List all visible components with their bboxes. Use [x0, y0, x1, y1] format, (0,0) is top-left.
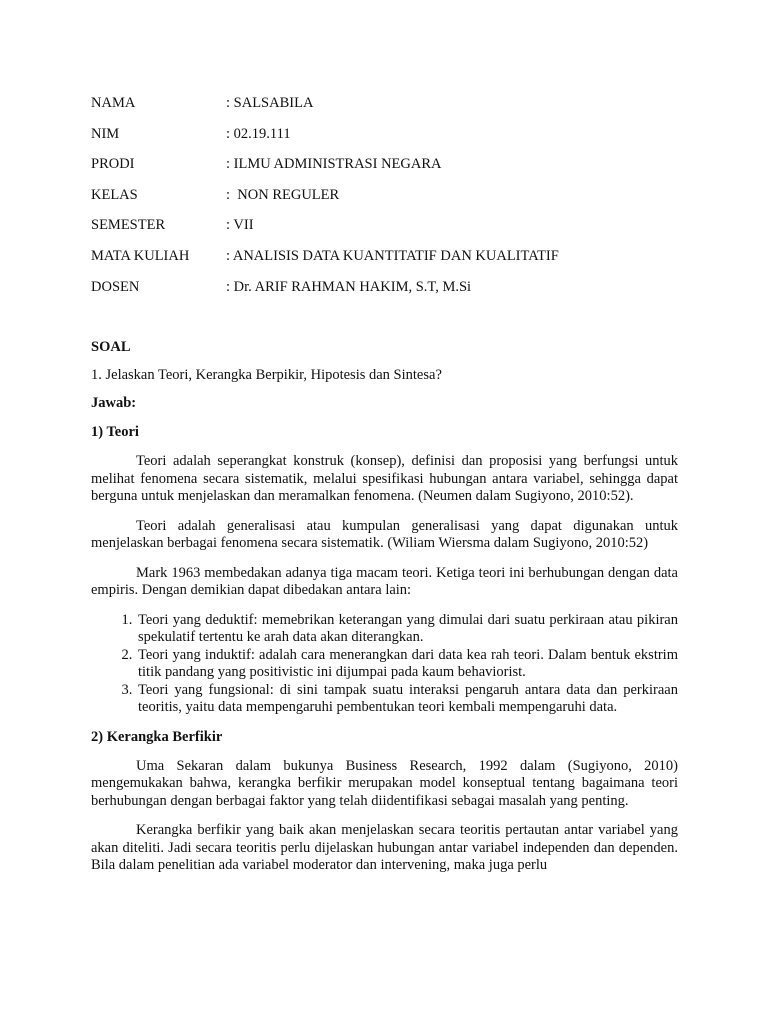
theory-types-list — [91, 612, 678, 717]
identity-value: : ANALISIS DATA KUANTITATIF DAN KUALITATIF — [226, 247, 559, 264]
list-item: 2. Teori yang induktif: adalah cara menerangkan dari data kea rah teori. Dalam bentuk ekstrim titik pandang yang positivistic ini dijumpai pada kaum behaviorist. — [136, 647, 678, 682]
identity-label: DOSEN — [91, 278, 140, 295]
identity-row-mata-kuliah — [91, 246, 559, 277]
jawab-label: Jawab: — [91, 395, 137, 411]
identity-row-kelas — [91, 185, 559, 216]
identity-value: : SALSABILA — [226, 95, 314, 111]
identity-value: : 02.19.111 — [226, 125, 291, 142]
identity-row-prodi — [91, 154, 559, 185]
identity-row-semester — [91, 215, 559, 246]
kerangka-paragraph: Kerangka berfikir yang baik akan menjelaskan secara teoritis pertautan antar variabel yang akan diteliti. Jadi secara teoritis perlu dijelaskan hubungan antar variabel independen dan dependen. Bila dalam penelitian ada variabel moderator dan intervening, maka juga perlu — [91, 822, 678, 873]
soal-heading: SOAL — [91, 339, 131, 355]
identity-value: : NON REGULER — [226, 186, 340, 203]
section-heading-kerangka-berfikir: 2) Kerangka Berfikir — [91, 728, 223, 745]
kerangka-paragraph: Uma Sekaran dalam bukunya Business Research, 1992 dalam (Sugiyono, 2010) mengemukakan bahwa, kerangka berfikir merupakan model konseptual tentang bagaimana teori berhubungan dengan berbagai faktor yang telah diidentifikasi sebagai masalah yang penting. — [91, 757, 678, 809]
identity-label: KELAS — [91, 186, 138, 203]
identity-label: PRODI — [91, 156, 135, 173]
identity-row-nama — [91, 93, 559, 124]
question-text: 1. Jelaskan Teori, Kerangka Berpikir, Hipotesis dan Sintesa? — [91, 367, 442, 383]
section-heading-teori: 1) Teori — [91, 424, 139, 440]
student-identity-block — [91, 93, 559, 307]
identity-value: : Dr. ARIF RAHMAN HAKIM, S.T, M.Si — [226, 278, 472, 295]
teori-paragraph: Mark 1963 membedakan adanya tiga macam teori. Ketiga teori ini berhubungan dengan data empiris. Dengan demikian dapat dibedakan antara lain: — [91, 564, 678, 598]
identity-value: : ILMU ADMINISTRASI NEGARA — [226, 156, 442, 173]
identity-label: NAMA — [91, 95, 136, 111]
teori-paragraph: Teori adalah generalisasi atau kumpulan generalisasi yang dapat digunakan untuk menjelaskan berbagai fenomena secara sistematik. (Wiliam Wiersma dalam Sugiyono, 2010:52) — [91, 517, 678, 551]
answer-content — [91, 339, 678, 887]
identity-row-nim — [91, 124, 559, 155]
list-item: 1. Teori yang deduktif: memebrikan keterangan yang dimulai dari suatu perkiraan atau pikiran spekulatif tertentu ke arah data akan diterangkan. — [136, 612, 678, 647]
teori-paragraph: Teori adalah seperangkat konstruk (konsep), definisi dan proposisi yang berfungsi untuk melihat fenomena secara sistematik, melalui spesifikasi hubungan antara variabel, sehingga dapat berguna untuk menjelaskan dan meramalkan fenomena. (Neumen dalam Sugiyono, 2010:52). — [91, 453, 678, 504]
identity-label: MATA KULIAH — [91, 247, 190, 264]
list-item: 3. Teori yang fungsional: di sini tampak suatu interaksi pengaruh antara data dan perkiraan teoritis, yaitu data mempengaruhi pembentukan teori kembali mempengaruhi data. — [136, 682, 678, 717]
identity-row-dosen — [91, 277, 559, 308]
identity-value: : VII — [226, 217, 254, 234]
identity-label: NIM — [91, 125, 120, 142]
identity-label: SEMESTER — [91, 217, 166, 234]
